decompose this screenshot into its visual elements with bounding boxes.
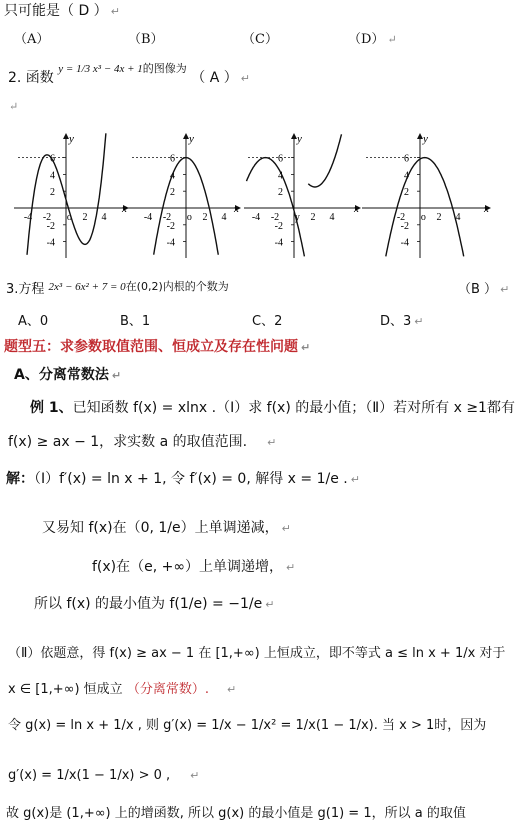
graph-D-x-tick: -2 <box>396 212 406 223</box>
graph-C-y-tick: 6 <box>278 153 283 165</box>
graph-B-x-tick: 4 <box>221 212 227 223</box>
graph-C-x-tick: y <box>294 212 300 223</box>
q2-formula: y = 1/3 x³ − 4x + 1 <box>58 63 143 75</box>
solution-increasing: f(x)在（e, +∞）上单调递增， ↵ <box>92 559 296 575</box>
graph-D-y-label: y <box>423 133 428 145</box>
q1-option-d: （D） ↵ <box>348 32 397 47</box>
graph-A-y-tick: -2 <box>46 220 55 232</box>
graph-D-x-label: x <box>484 203 489 215</box>
graph-B-y-tick: 2 <box>170 187 175 199</box>
graph-B-y-tick: -4 <box>166 237 175 249</box>
graph-A-x-label: x <box>122 203 127 215</box>
solution-g-definition: 令 g(x) = ln x + 1/x , 则 g′(x) = 1/x − 1/x² = 1/x(1 − 1/x). 当 x > 1时，因为 <box>8 718 487 733</box>
paragraph-mark: ↵ <box>9 100 19 113</box>
q3-option-a: A、0 <box>18 314 49 329</box>
graph-D-y-tick: 2 <box>404 187 409 199</box>
example-line-2: f(x) ≥ ax − 1，求实数 a 的取值范围. ↵ <box>8 434 277 450</box>
solution-conclusion: 故 g(x)是 (1,+∞) 上的增函数, 所以 g(x) 的最小值是 g(1) = 1，所以 a 的取值 <box>6 806 466 821</box>
q3-option-d: D、3 ↵ <box>380 314 424 329</box>
q1-option-c: （C） <box>242 32 278 47</box>
graph-C-y-label: y <box>297 133 302 145</box>
graph-D-y-tick: -2 <box>400 220 409 232</box>
graph-D-curve <box>386 158 464 257</box>
q3-formula: 2x³ − 6x² + 7 = 0 <box>48 281 126 293</box>
solution-minimum: 所以 f(x) 的最小值为 f(1/e) = −1/e ↵ <box>34 596 275 612</box>
graph-B-y-tick: -2 <box>166 220 175 232</box>
q2-stem: 2. 函数 $^{y = 1/3 x^3 - 4x + 1的图像为}$ （ A ） ↵ <box>8 62 250 86</box>
graph-D-y-tick: 4 <box>404 170 409 182</box>
solution-part-2: （Ⅱ）依题意，得 f(x) ≥ ax − 1 在 [1,+∞) 上恒成立，即不等式 a ≤ ln x + 1/x 对于 <box>8 646 506 661</box>
q3-option-b: B、1 <box>120 314 151 329</box>
q3-stem: 3.方程 $^{2x^3 - 6x^2 + 7 = 0在(0,2)内根的个数为}$ <box>6 280 229 297</box>
graph-C-x-tick: -2 <box>270 212 280 223</box>
q1-option-a: （A） <box>14 32 50 47</box>
graph-A-x-tick: 2 <box>82 212 88 223</box>
graph-C-y-tick: -2 <box>274 220 283 232</box>
solution-g-derivative: g′(x) = 1/x(1 − 1/x) > 0 , ↵ <box>8 768 200 783</box>
q3-answer: （B ） ↵ <box>458 282 510 297</box>
graph-B-x-tick: -4 <box>143 212 153 223</box>
graph-D-y-tick: -4 <box>400 237 409 249</box>
graph-C-y-tick: -4 <box>274 237 283 249</box>
graph-B-y-tick: 6 <box>170 153 175 165</box>
graph-A-y-label: y <box>69 133 74 145</box>
graph-C-curve-right <box>308 134 341 187</box>
graph-A-x-tick: -4 <box>23 212 33 223</box>
solution-part-2-cont: x ∈ [1,+∞) 恒成立 （分离常数）. ↵ <box>8 682 237 697</box>
section-title: 题型五：求参数取值范围、恒成立及存在性问题 ↵ <box>4 339 311 355</box>
method-title: A、分离常数法 ↵ <box>14 367 122 383</box>
graph-D-x-tick: 4 <box>455 212 461 223</box>
graph-B-y-label: y <box>189 133 194 145</box>
graph-A-x-tick: -2 <box>42 212 52 223</box>
graph-B-x-label: x <box>234 203 239 215</box>
graph-A-y-tick: 4 <box>50 170 55 182</box>
graph-C-y-tick: 4 <box>278 170 283 182</box>
graph-A-y-tick: 6 <box>50 153 55 165</box>
graph-B-y-tick: 4 <box>170 170 175 182</box>
graph-B-x-tick: 2 <box>202 212 208 223</box>
q3-option-c: C、2 <box>252 314 283 329</box>
q2-graph-options <box>0 128 521 263</box>
graph-D-x-tick: 2 <box>436 212 442 223</box>
graph-C-x-tick: 4 <box>329 212 335 223</box>
graph-C-y-tick: 2 <box>278 187 283 199</box>
graph-D-y-tick: 6 <box>404 153 409 165</box>
solution-part-1: 解：（Ⅰ）f′(x) = ln x + 1, 令 f′(x) = 0, 解得 x = 1/e . ↵ <box>6 471 360 487</box>
separation-note: （分离常数）. <box>126 682 209 697</box>
q1-option-b: （B） <box>128 32 164 47</box>
graph-C-x-label: x <box>354 203 359 215</box>
graph-A-y-tick: -4 <box>46 237 55 249</box>
graph-A-y-tick: 2 <box>50 187 55 199</box>
graph-B-x-tick: -2 <box>162 212 172 223</box>
graph-A-x-tick: o <box>66 212 72 223</box>
graph-D-x-tick: o <box>420 212 426 223</box>
graph-C-x-tick: 2 <box>310 212 316 223</box>
graph-C-x-tick: -4 <box>251 212 261 223</box>
q2-answer: （ A ） <box>191 70 238 86</box>
q1-answer-line: 只可能是（ D ） ↵ <box>4 3 120 19</box>
graph-B-x-tick: o <box>186 212 192 223</box>
example-line-1: 例 1、已知函数 f(x) = xlnx .（Ⅰ）求 f(x) 的最小值；（Ⅱ）若对所有 x ≥1都有 <box>30 400 515 416</box>
graph-A-x-tick: 4 <box>101 212 107 223</box>
solution-decreasing: 又易知 f(x)在（0, 1/e）上单调递减， ↵ <box>42 520 291 536</box>
